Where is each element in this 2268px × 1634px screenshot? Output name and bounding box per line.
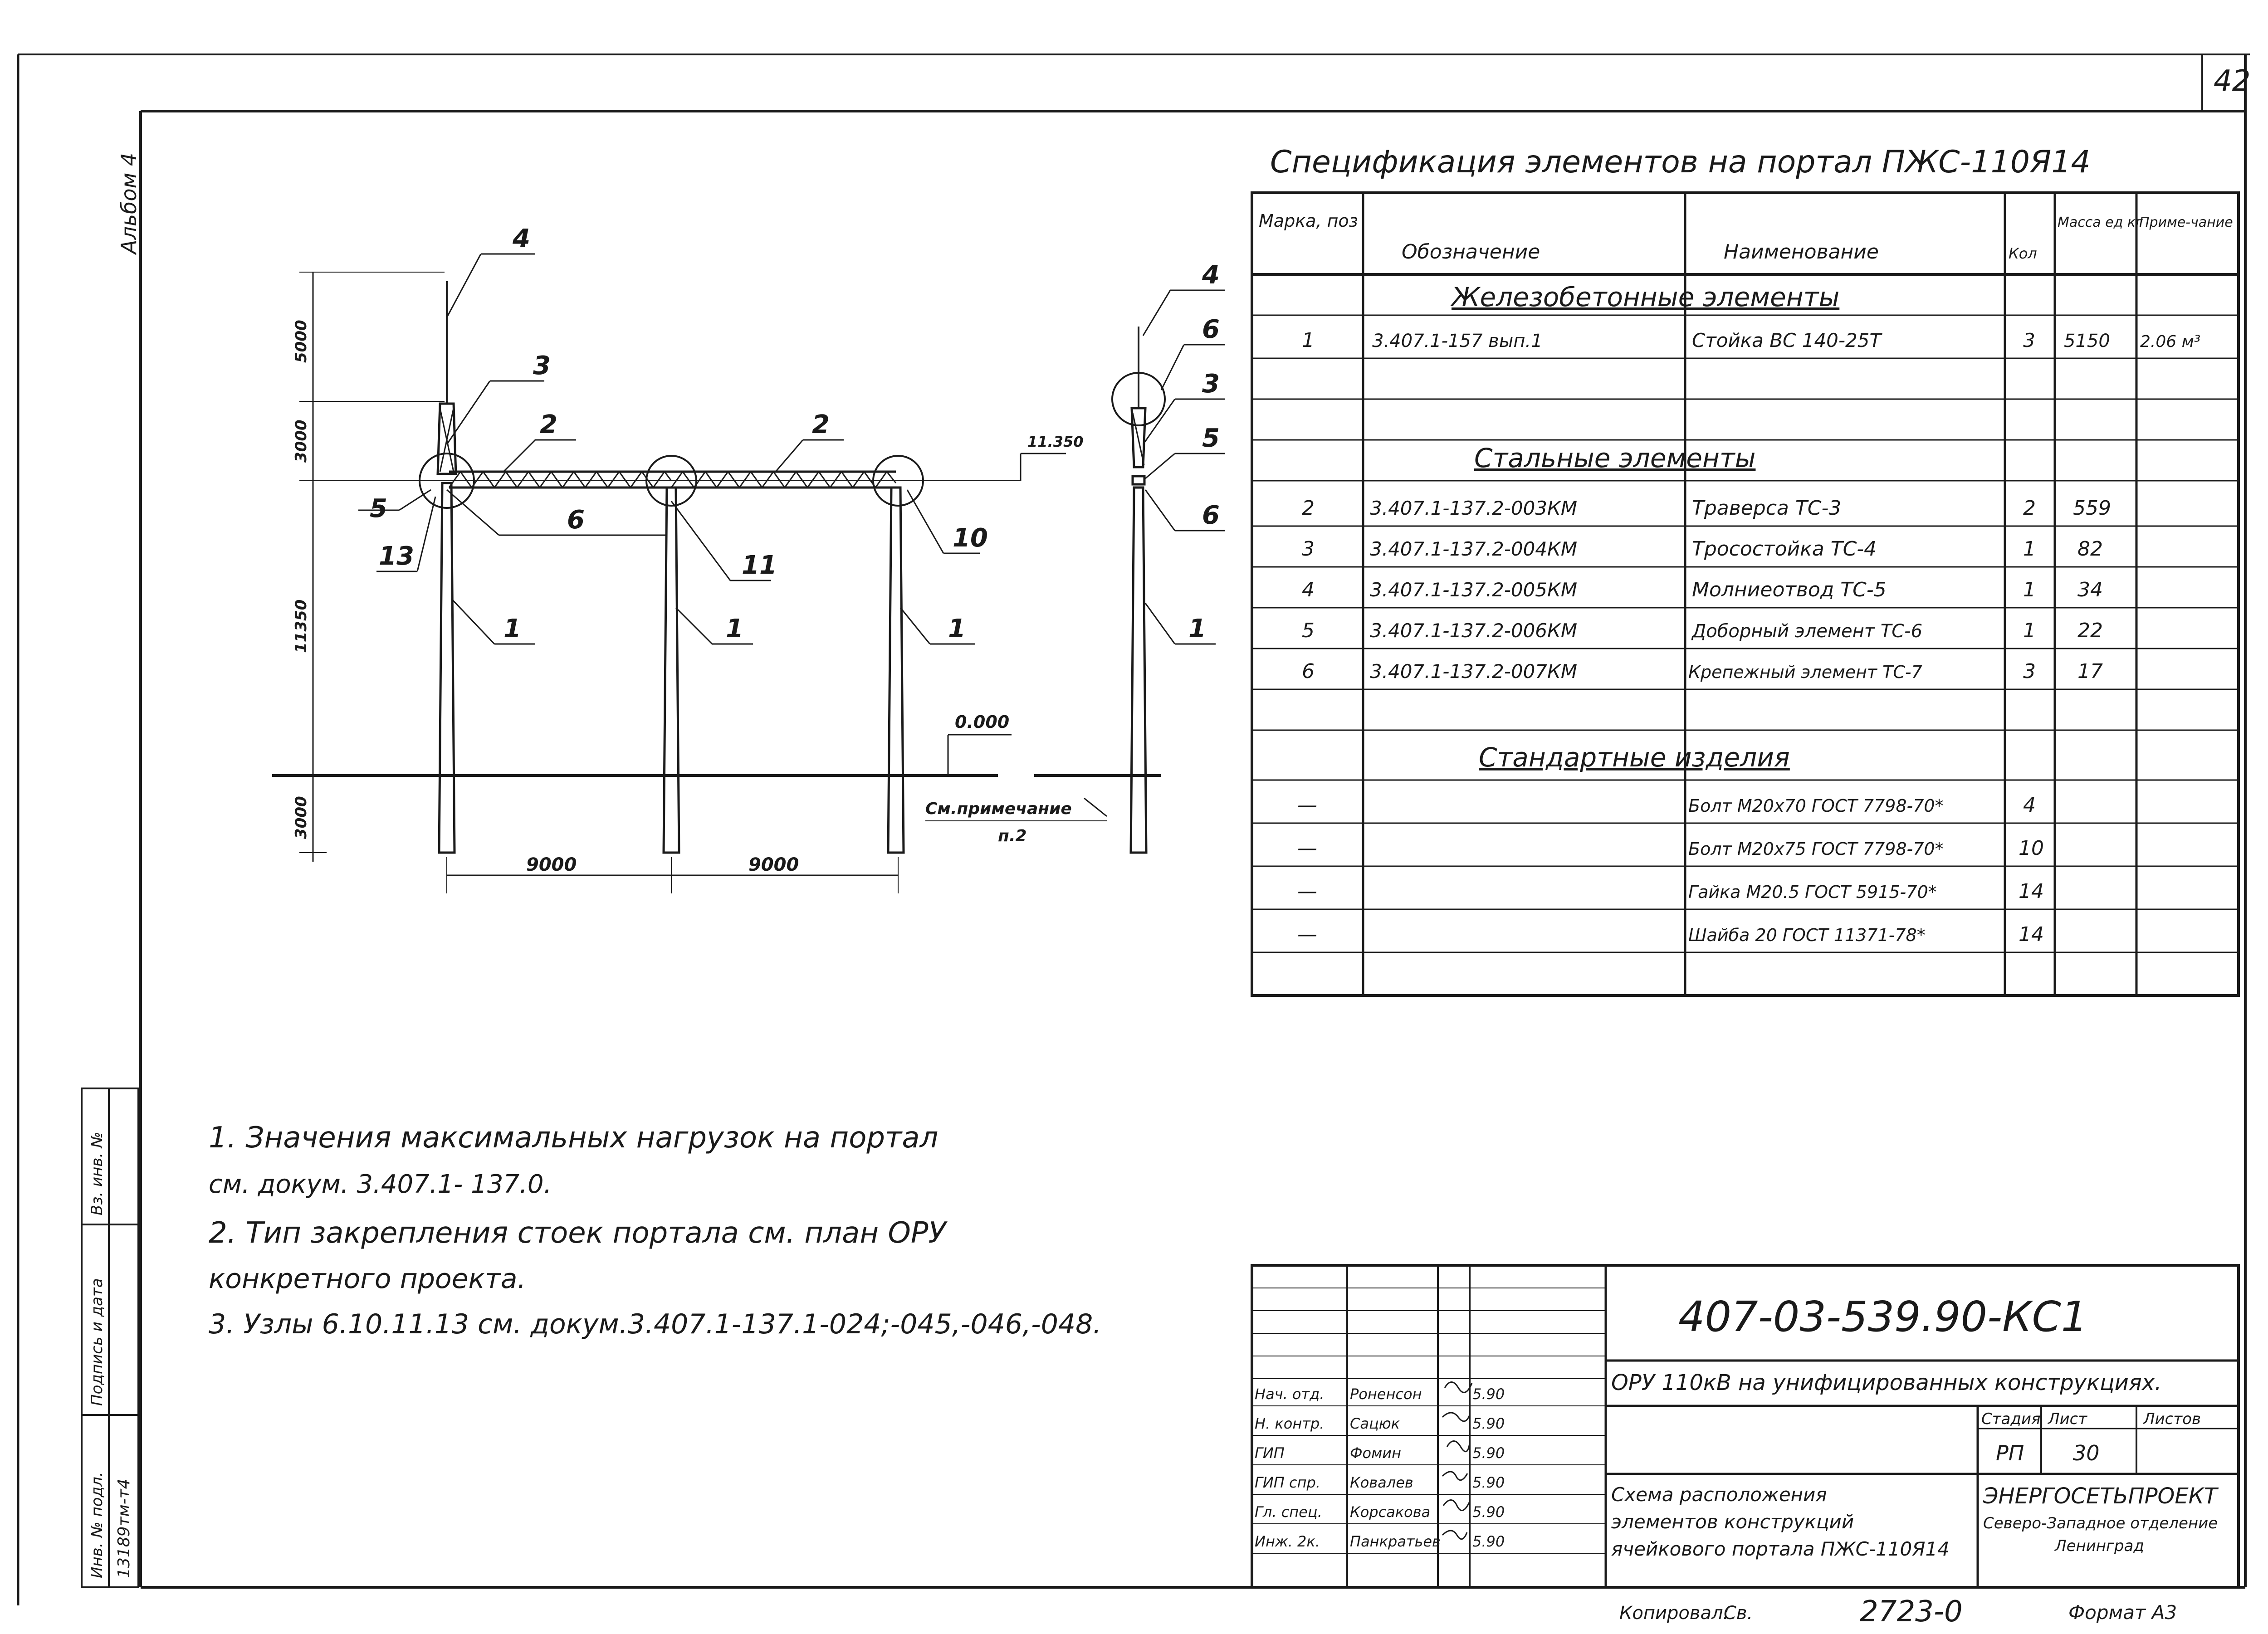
svg-text:6: 6 xyxy=(1302,660,1315,683)
table-row xyxy=(1302,329,2200,352)
side-inv-label: Инв. № подл. xyxy=(88,1472,106,1578)
svg-text:5: 5 xyxy=(1302,619,1315,642)
mark-11: 11 xyxy=(742,551,777,580)
signer-row xyxy=(1255,1385,1505,1403)
sheet-title xyxy=(1611,1483,1950,1560)
svg-text:Стадия: Стадия xyxy=(1981,1410,2041,1428)
svg-text:Крепежный элемент ТС-7: Крепежный элемент ТС-7 xyxy=(1688,662,1922,682)
svg-text:3: 3 xyxy=(1302,537,1315,561)
svg-text:4: 4 xyxy=(1302,578,1315,601)
svg-text:—: — xyxy=(1297,794,1317,817)
dim-11350: 11350 xyxy=(292,599,310,653)
mark-6-right-top: 6 xyxy=(1202,315,1220,344)
mark-3-right: 3 xyxy=(1202,369,1220,399)
mark-10: 10 xyxy=(953,523,988,553)
copy-number: 2723-0 xyxy=(1860,1595,1963,1629)
notes xyxy=(209,1121,1101,1340)
svg-text:2: 2 xyxy=(1302,497,1315,520)
svg-text:2.06 м³: 2.06 м³ xyxy=(2140,332,2201,351)
svg-text:Инж. 2к.: Инж. 2к. xyxy=(1255,1533,1320,1550)
svg-text:34: 34 xyxy=(2077,578,2103,601)
svg-text:Панкратьев: Панкратьев xyxy=(1350,1533,1441,1550)
album-label: Альбом 4 xyxy=(117,152,141,254)
svg-text:5.90: 5.90 xyxy=(1472,1444,1505,1462)
group-title-steel: Стальные элементы xyxy=(1474,443,1756,473)
mark-1-right: 1 xyxy=(1188,614,1206,644)
svg-text:Корсакова: Корсакова xyxy=(1350,1503,1431,1521)
svg-text:—: — xyxy=(1297,923,1317,946)
svg-text:1: 1 xyxy=(2023,578,2036,601)
svg-text:Северо-Западное отделение: Северо-Западное отделение xyxy=(1983,1514,2218,1532)
note-line: 2. Тип закрепления стоек портала см. план ОРУ xyxy=(209,1216,946,1250)
svg-text:3.407.1-137.2-007КМ: 3.407.1-137.2-007КМ xyxy=(1370,660,1578,683)
svg-text:5.90: 5.90 xyxy=(1472,1385,1505,1403)
svg-text:22: 22 xyxy=(2077,619,2103,642)
mark-4-right: 4 xyxy=(1202,260,1220,290)
svg-text:—: — xyxy=(1297,880,1317,903)
svg-text:ЭНЕРГОСЕТЬПРОЕКТ: ЭНЕРГОСЕТЬПРОЕКТ xyxy=(1983,1483,2218,1509)
table-row xyxy=(1297,923,2044,946)
svg-text:Гл. спец.: Гл. спец. xyxy=(1255,1503,1322,1521)
table-row xyxy=(1302,497,2111,520)
dim-9000-left: 9000 xyxy=(526,854,577,875)
sheet-format: Формат А3 xyxy=(2068,1601,2177,1624)
svg-text:559: 559 xyxy=(2073,497,2111,520)
mark-5-left: 5 xyxy=(370,494,387,523)
table-row xyxy=(1302,537,2103,561)
svg-text:3.407.1-137.2-005КМ: 3.407.1-137.2-005КМ xyxy=(1370,579,1578,601)
svg-text:3: 3 xyxy=(2023,329,2035,351)
svg-text:14: 14 xyxy=(2019,923,2044,946)
table-row xyxy=(1302,660,2103,683)
svg-text:Фомин: Фомин xyxy=(1350,1444,1401,1462)
signer-row xyxy=(1255,1444,1505,1462)
svg-text:3.407.1-137.2-006КМ: 3.407.1-137.2-006КМ xyxy=(1370,619,1578,642)
header-designation: Обозначение xyxy=(1402,240,1540,263)
svg-text:3.407.1-137.2-004КМ: 3.407.1-137.2-004КМ xyxy=(1370,538,1578,560)
table-row xyxy=(1297,837,2044,860)
svg-text:Болт М20х75 ГОСТ 7798-70*: Болт М20х75 ГОСТ 7798-70* xyxy=(1688,839,1944,859)
svg-text:Гайка М20.5 ГОСТ 5915-70*: Гайка М20.5 ГОСТ 5915-70* xyxy=(1688,882,1937,902)
svg-text:1: 1 xyxy=(2023,619,2036,642)
mark-3-left: 3 xyxy=(533,351,551,380)
svg-text:5.90: 5.90 xyxy=(1472,1474,1505,1491)
table-row xyxy=(1302,619,2103,642)
svg-text:4: 4 xyxy=(2023,794,2036,817)
group-title-concrete: Железобетонные элементы xyxy=(1452,282,1840,312)
mark-1-b: 1 xyxy=(726,614,743,644)
note-ref: См.примечание xyxy=(925,800,1072,818)
svg-text:ГИП: ГИП xyxy=(1255,1444,1285,1462)
svg-text:1: 1 xyxy=(1302,329,1315,352)
elevation-top: 11.350 xyxy=(1027,433,1084,450)
svg-text:17: 17 xyxy=(2077,660,2103,683)
svg-text:Нач. отд.: Нач. отд. xyxy=(1255,1385,1325,1403)
svg-text:ячейкового портала ПЖС-110Я14: ячейкового портала ПЖС-110Я14 xyxy=(1611,1538,1950,1560)
svg-text:Н. контр.: Н. контр. xyxy=(1255,1415,1325,1432)
svg-text:3.407.1-157 вып.1: 3.407.1-157 вып.1 xyxy=(1372,331,1543,351)
svg-text:2: 2 xyxy=(2023,497,2036,520)
signer-row xyxy=(1255,1474,1505,1491)
svg-text:3: 3 xyxy=(2023,660,2036,683)
svg-text:Ковалев: Ковалев xyxy=(1350,1474,1413,1491)
svg-text:Доборный элемент ТС-6: Доборный элемент ТС-6 xyxy=(1692,621,1923,642)
svg-text:—: — xyxy=(1297,837,1317,860)
svg-text:5.90: 5.90 xyxy=(1472,1503,1505,1521)
side-sign-label: Подпись и дата xyxy=(88,1278,106,1406)
stage-value: РП xyxy=(1996,1441,2024,1465)
header-name: Наименование xyxy=(1724,240,1879,263)
project-title: ОРУ 110кВ на унифицированных конструкциях. xyxy=(1611,1370,2162,1395)
table-row xyxy=(1297,794,2036,817)
page-number: 42 xyxy=(2214,64,2251,98)
mark-5-right: 5 xyxy=(1202,424,1220,453)
mark-1-c: 1 xyxy=(948,614,966,644)
group-title-standard: Стандартные изделия xyxy=(1479,742,1790,773)
spec-headers xyxy=(1259,211,2233,263)
note-ref-point: п.2 xyxy=(998,827,1027,845)
mark-1-a: 1 xyxy=(503,614,521,644)
mark-6-right-bottom: 6 xyxy=(1202,501,1220,530)
dim-3000-bottom: 3000 xyxy=(292,796,310,839)
svg-text:14: 14 xyxy=(2019,880,2044,903)
dim-3000-top: 3000 xyxy=(292,419,310,463)
copy-line xyxy=(1619,1595,2177,1629)
svg-text:Лист: Лист xyxy=(2048,1410,2087,1428)
svg-text:1: 1 xyxy=(2023,537,2036,561)
note-line: 1. Значения максимальных нагрузок на портал xyxy=(209,1121,938,1155)
svg-text:Тросостойка ТС-4: Тросостойка ТС-4 xyxy=(1692,537,1877,561)
copied-by: Копировал: xyxy=(1619,1603,1730,1624)
svg-text:Листов: Листов xyxy=(2143,1410,2201,1428)
svg-text:элементов конструкций: элементов конструкций xyxy=(1611,1511,1854,1533)
svg-text:ГИП спр.: ГИП спр. xyxy=(1255,1474,1320,1491)
spec-title: Спецификация элементов на портал ПЖС-110Я14 xyxy=(1270,144,2091,180)
header-mark: Марка, поз xyxy=(1259,211,1358,231)
svg-text:Ленинград: Ленинград xyxy=(2055,1537,2144,1555)
svg-text:Стойка ВС 140-25Т: Стойка ВС 140-25Т xyxy=(1692,329,1882,351)
svg-text:5150: 5150 xyxy=(2064,331,2110,351)
svg-text:Молниеотвод ТС-5: Молниеотвод ТС-5 xyxy=(1692,578,1887,601)
copied-sign: Св. xyxy=(1724,1603,1753,1624)
svg-text:Сацюк: Сацюк xyxy=(1350,1415,1400,1432)
mark-6-left: 6 xyxy=(567,505,585,535)
svg-text:Траверса ТС-3: Траверса ТС-3 xyxy=(1692,497,1842,520)
signer-row xyxy=(1255,1415,1505,1432)
stage-cells xyxy=(1981,1410,2201,1465)
table-row xyxy=(1297,880,2044,903)
table-row xyxy=(1302,578,2103,601)
note-line: конкретного проекта. xyxy=(209,1263,526,1295)
mark-2-left: 2 xyxy=(540,410,557,439)
svg-text:10: 10 xyxy=(2019,837,2044,860)
drawing-labels xyxy=(292,224,1220,875)
side-inv-value: 13189тм-т4 xyxy=(115,1478,133,1578)
header-note: Приме-чание xyxy=(2139,215,2233,230)
dim-5000: 5000 xyxy=(292,320,310,363)
svg-text:5.90: 5.90 xyxy=(1472,1415,1505,1432)
mark-4-left: 4 xyxy=(513,224,530,254)
mark-2-right: 2 xyxy=(812,410,830,439)
signer-row xyxy=(1255,1533,1505,1550)
sheet-value: 30 xyxy=(2073,1441,2100,1465)
note-line: 3. Узлы 6.10.11.13 см. докум.3.407.1-137.1-024;-045,-046,-048. xyxy=(209,1308,1102,1340)
svg-text:Болт М20х70 ГОСТ 7798-70*: Болт М20х70 ГОСТ 7798-70* xyxy=(1688,796,1944,816)
svg-text:3.407.1-137.2-003КМ: 3.407.1-137.2-003КМ xyxy=(1370,497,1578,519)
elevation-zero: 0.000 xyxy=(955,712,1010,732)
dim-9000-right: 9000 xyxy=(748,854,799,875)
svg-text:82: 82 xyxy=(2077,537,2103,561)
doc-code: 407-03-539.90-КС1 xyxy=(1678,1293,2088,1341)
header-mass: Масса ед кг xyxy=(2058,215,2143,230)
org-name xyxy=(1983,1483,2219,1555)
svg-text:Шайба 20 ГОСТ 11371-78*: Шайба 20 ГОСТ 11371-78* xyxy=(1688,925,1926,945)
svg-text:5.90: 5.90 xyxy=(1472,1533,1505,1550)
signers xyxy=(1255,1385,1505,1550)
header-qty: Кол xyxy=(2009,245,2037,262)
side-replace-label: Вз. инв. № xyxy=(88,1132,106,1215)
svg-text:Схема расположения: Схема расположения xyxy=(1611,1483,1827,1506)
note-line: см. докум. 3.407.1- 137.0. xyxy=(209,1170,552,1199)
svg-text:Роненсон: Роненсон xyxy=(1350,1385,1422,1403)
mark-13: 13 xyxy=(379,541,414,571)
